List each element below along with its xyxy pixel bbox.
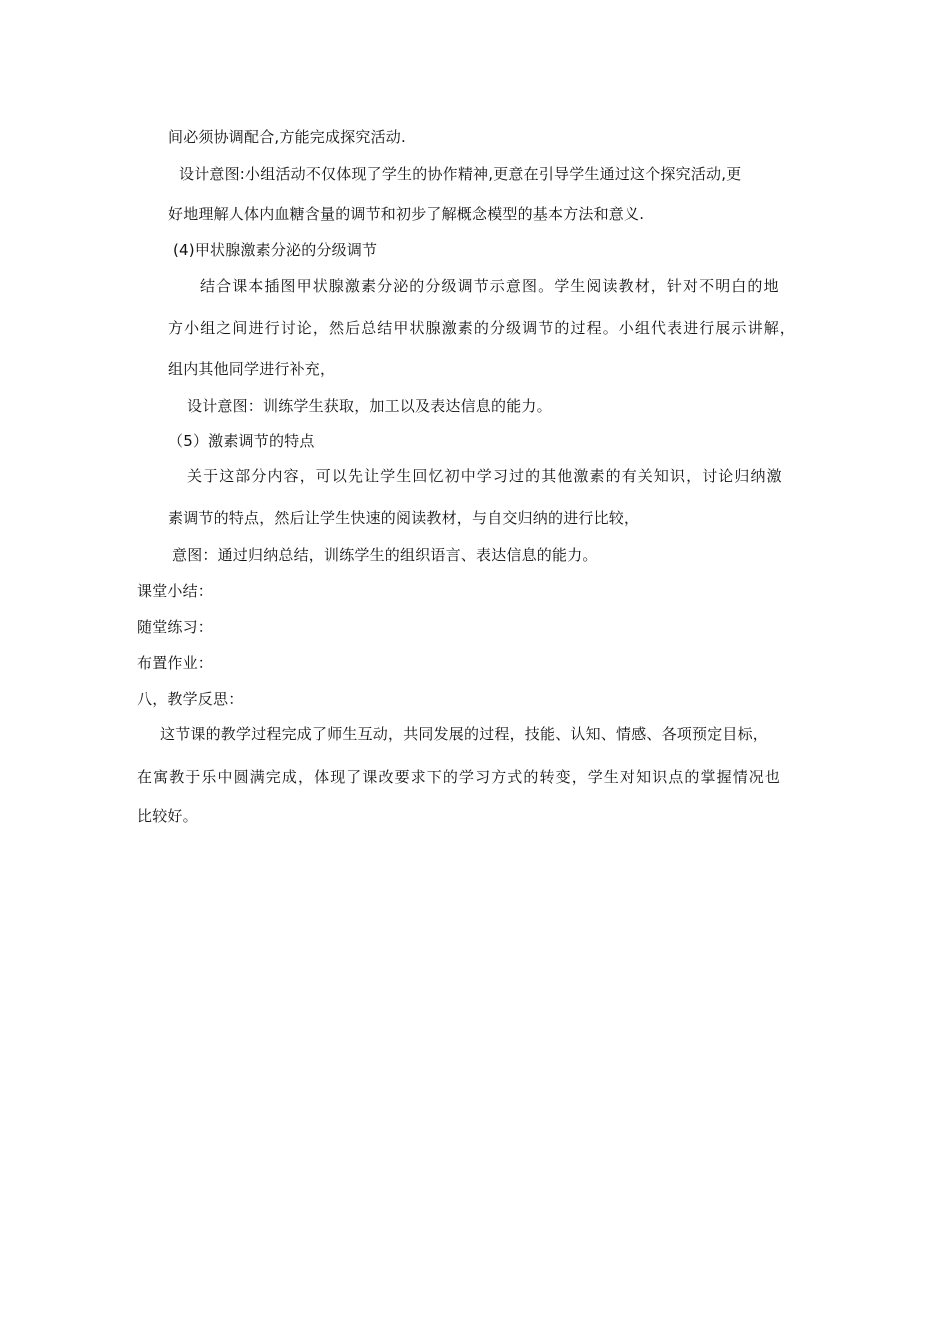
text-line-8: 设计意图：训练学生获取，加工以及表达信息的能力。	[187, 397, 552, 415]
in-class-exercise-label: 随堂练习：	[137, 618, 214, 636]
text-line-17: 这节课的教学过程完成了师生互动，共同发展的过程，技能、认知、情感、各项预定目标，	[160, 725, 769, 743]
section-heading-4: (4)甲状腺激素分泌的分级调节	[173, 241, 378, 259]
text-line-10: 关于这部分内容，可以先让学生回忆初中学习过的其他激素的有关知识，讨论归纳激	[187, 467, 783, 485]
text-line-2: 设计意图:小组活动不仅体现了学生的协作精神,更意在引导学生通过这个探究活动,更	[179, 165, 742, 183]
text-line-19: 比较好。	[137, 807, 198, 825]
text-line-18: 在寓教于乐中圆满完成，体现了课改要求下的学习方式的转变，学生对知识点的掌握情况也	[137, 768, 782, 786]
text-line-11: 素调节的特点，然后让学生快速的阅读教材，与自交归纳的进行比较，	[168, 509, 640, 527]
homework-label: 布置作业：	[137, 654, 214, 672]
class-summary-label: 课堂小结：	[137, 582, 214, 600]
text-line-5: 结合课本插图甲状腺激素分泌的分级调节示意图。学生阅读教材，针对不明白的地	[200, 277, 780, 295]
teaching-reflection-heading: 八，教学反思：	[137, 690, 244, 708]
text-line-6: 方小组之间进行讨论，然后总结甲状腺激素的分级调节的过程。小组代表进行展示讲解，	[168, 319, 796, 337]
text-line-3: 好地理解人体内血糖含量的调节和初步了解概念模型的基本方法和意义.	[168, 205, 645, 223]
text-line-12: 意图：通过归纳总结，训练学生的组织语言、表达信息的能力。	[172, 546, 598, 564]
text-line-1: 间必须协调配合,方能完成探究活动.	[168, 128, 406, 146]
text-line-7: 组内其他同学进行补充，	[168, 360, 336, 378]
section-heading-5: （5）激素调节的特点	[168, 432, 315, 450]
